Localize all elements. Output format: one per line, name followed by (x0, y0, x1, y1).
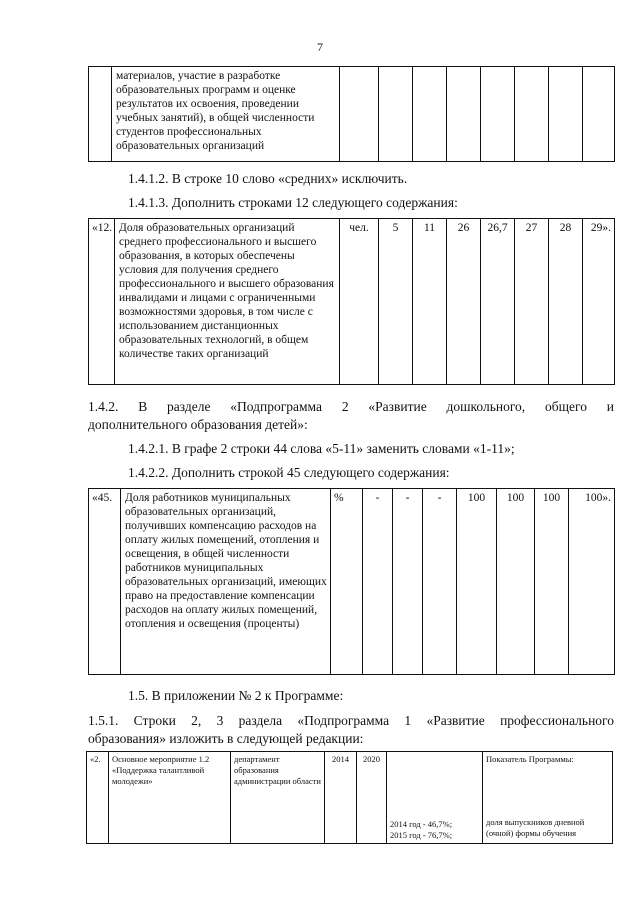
program-indicator (483, 752, 613, 844)
value-cell (549, 67, 583, 162)
indicator-description: Доля образовательных организаций среднего профессионального и высшего образования, в которых обеспечены условия для получения среднего профессионального и высшего образования инвалидами и лицами с ограниченными возможностями здоровья, в том числе с использованием дистанционных образовательных технологий, в общем количестве таких организаций (115, 219, 340, 385)
value-2020: 100». (569, 489, 615, 675)
unit: % (331, 489, 363, 675)
value-2016: - (423, 489, 457, 675)
paragraph-1-4-2-1: 1.4.2.1. В графе 2 строки 44 слова «5-11» заменить словами «1-11»; (128, 441, 515, 456)
appendix-2-table (86, 751, 613, 844)
value-2018: 100 (497, 489, 535, 675)
value-cell (515, 67, 549, 162)
row-number: «12. (89, 219, 115, 385)
value-2014: 5 (379, 219, 413, 385)
unit-cell (340, 67, 379, 162)
value-2020: 29». (583, 219, 615, 385)
indicator-description: Доля работников муниципальных образовательных организаций, получивших компенсацию расходов на оплату жилых помещений, отопления и освещения, в общей численности работников муниципальных образовательных организаций, имеющих право на предоставление компенсации расходов на оплату жилых помещений, отопления и освещения (проценты) (121, 489, 331, 675)
year-start: 2014 (325, 752, 357, 844)
expected-result (387, 752, 483, 844)
paragraph-1-5: 1.5. В приложении № 2 к Программе: (128, 688, 344, 703)
paragraph-1-4-2-2: 1.4.2.2. Дополнить строкой 45 следующего содержания: (128, 465, 450, 480)
year-end: 2020 (357, 752, 387, 844)
indicator-description: материалов, участие в разработке образовательных программ и оценке результатов их освоения, проведении учебных занятий), в общей численности студентов профессиональных образовательных организаций (112, 67, 340, 162)
value-2019: 100 (535, 489, 569, 675)
value-2014: - (363, 489, 393, 675)
value-2016: 26 (447, 219, 481, 385)
paragraph-1-4-1-2: 1.4.1.2. В строке 10 слово «средних» исключить. (128, 171, 408, 186)
result-line-2014: 2014 год - 46,7%; (390, 819, 453, 829)
event-name: Основное мероприятие 1.2 «Поддержка талантливой молодежи» (109, 752, 231, 844)
indicator-table-row-45 (88, 488, 615, 675)
value-cell (481, 67, 515, 162)
paragraph-1-4-1-3: 1.4.1.3. Дополнить строками 12 следующего содержания: (128, 195, 458, 210)
paragraph-1-5-1-line-1: 1.5.1. Строки 2, 3 раздела «Подпрограмма 1 «Развитие профессионального (88, 713, 614, 728)
result-line-2015: 2015 год - 76,7%; (390, 830, 453, 840)
paragraph-1-5-1-line-2: образования» изложить в следующей редакции: (88, 731, 364, 746)
paragraph-1-4-2-line-1: 1.4.2. В разделе «Подпрограмма 2 «Развитие дошкольного, общего и (88, 399, 614, 414)
value-cell (583, 67, 615, 162)
value-cell (413, 67, 447, 162)
value-cell (379, 67, 413, 162)
unit: чел. (340, 219, 379, 385)
indicator-text: доля выпускников дневной (очной) формы обучения (486, 817, 585, 838)
page-number: 7 (317, 40, 323, 54)
value-cell (447, 67, 481, 162)
row-number-cell (89, 67, 112, 162)
value-2019: 28 (549, 219, 583, 385)
row-number: «2. (87, 752, 109, 844)
paragraph-1-4-2-line-2: дополнительного образования детей»: (88, 417, 308, 432)
value-2017: 100 (457, 489, 497, 675)
indicator-title: Показатель Программы: (486, 754, 574, 764)
indicator-table-row-12 (88, 218, 615, 385)
indicator-table-continuation (88, 66, 615, 162)
value-2015: - (393, 489, 423, 675)
executor: департамент образования администрации области (231, 752, 325, 844)
value-2018: 27 (515, 219, 549, 385)
row-number: «45. (89, 489, 121, 675)
value-2017: 26,7 (481, 219, 515, 385)
value-2015: 11 (413, 219, 447, 385)
